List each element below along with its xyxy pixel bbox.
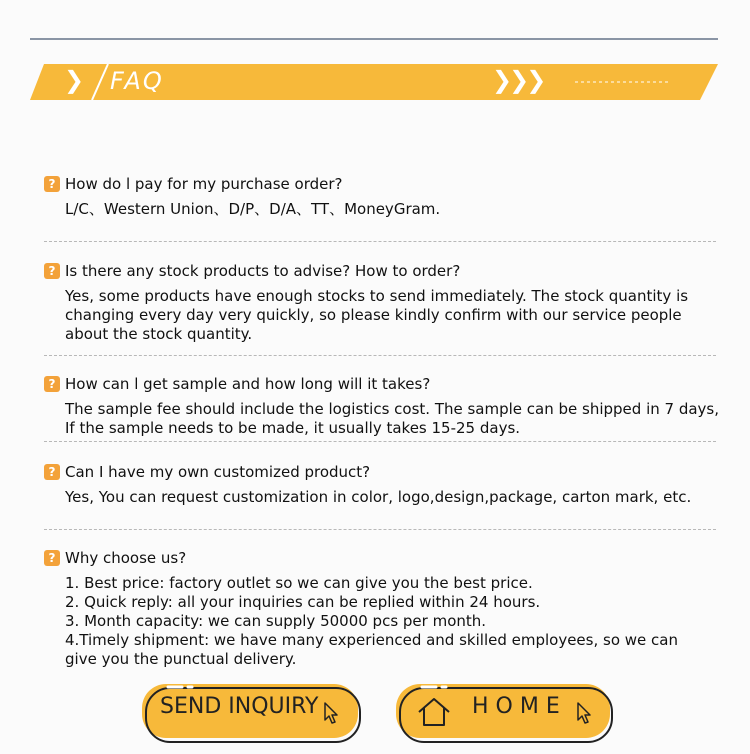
faq-answer [65, 400, 720, 438]
faq-question: How do l pay for my purchase order? [65, 175, 343, 193]
faq-answer [65, 287, 716, 344]
faq-answer [65, 200, 716, 219]
question-icon: ? [44, 263, 60, 279]
question-icon: ? [44, 464, 60, 480]
send-inquiry-label: SEND INQUIRY [160, 694, 319, 719]
faq-item [44, 462, 716, 507]
question-icon: ? [44, 176, 60, 192]
question-icon: ? [44, 376, 60, 392]
divider [44, 241, 716, 242]
page-title: FAQ [110, 67, 164, 95]
send-inquiry-button[interactable] [138, 680, 364, 740]
faq-question: Why choose us? [65, 549, 187, 567]
answer-line: changing every day very quickly, so please kindly confirm with our service people [65, 306, 682, 324]
divider [44, 355, 716, 356]
answer-line: give you the punctual delivery. [65, 650, 297, 668]
faq-question: How can l get sample and how long will it takes? [65, 375, 431, 393]
answer-line: 1. Best price: factory outlet so we can give you the best price. [65, 574, 533, 592]
faq-question: Can I have my own customized product? [65, 463, 371, 481]
answer-line: Yes, You can request customization in color, logo,design,package, carton mark, etc. [65, 488, 692, 506]
cursor-icon [576, 702, 592, 724]
top-divider [30, 38, 718, 40]
answer-line: Yes, some products have enough stocks to send immediately. The stock quantity is [65, 287, 689, 305]
cursor-icon [323, 702, 339, 724]
answer-line: The sample fee should include the logistics cost. The sample can be shipped in 7 days, [65, 400, 720, 418]
answer-line: If the sample needs to be made, it usually takes 15-25 days. [65, 419, 521, 437]
answer-line: L/C、Western Union、D/P、D/A、TT、MoneyGram. [65, 200, 441, 218]
faq-item [44, 548, 716, 669]
home-label: H O M E [472, 694, 560, 719]
question-icon: ? [44, 550, 60, 566]
answer-line: 3. Month capacity: we can supply 50000 pcs per month. [65, 612, 487, 630]
answer-line: 4.Timely shipment: we have many experienced and skilled employees, so we can [65, 631, 678, 649]
faq-item [44, 174, 716, 219]
divider [44, 441, 716, 442]
banner-chevron-icon: ❯ [64, 66, 85, 94]
home-button[interactable] [392, 680, 616, 740]
faq-banner [30, 64, 718, 100]
banner-arrows-icon: ❯❯❯ [492, 66, 544, 94]
faq-question: Is there any stock products to advise? How to order? [65, 262, 461, 280]
answer-line: 2. Quick reply: all your inquiries can be replied within 24 hours. [65, 593, 541, 611]
faq-item [44, 374, 720, 438]
faq-answer [65, 574, 716, 669]
divider [44, 529, 716, 530]
faq-answer [65, 488, 716, 507]
home-icon [416, 696, 452, 728]
answer-line: about the stock quantity. [65, 325, 253, 343]
faq-item [44, 261, 716, 344]
